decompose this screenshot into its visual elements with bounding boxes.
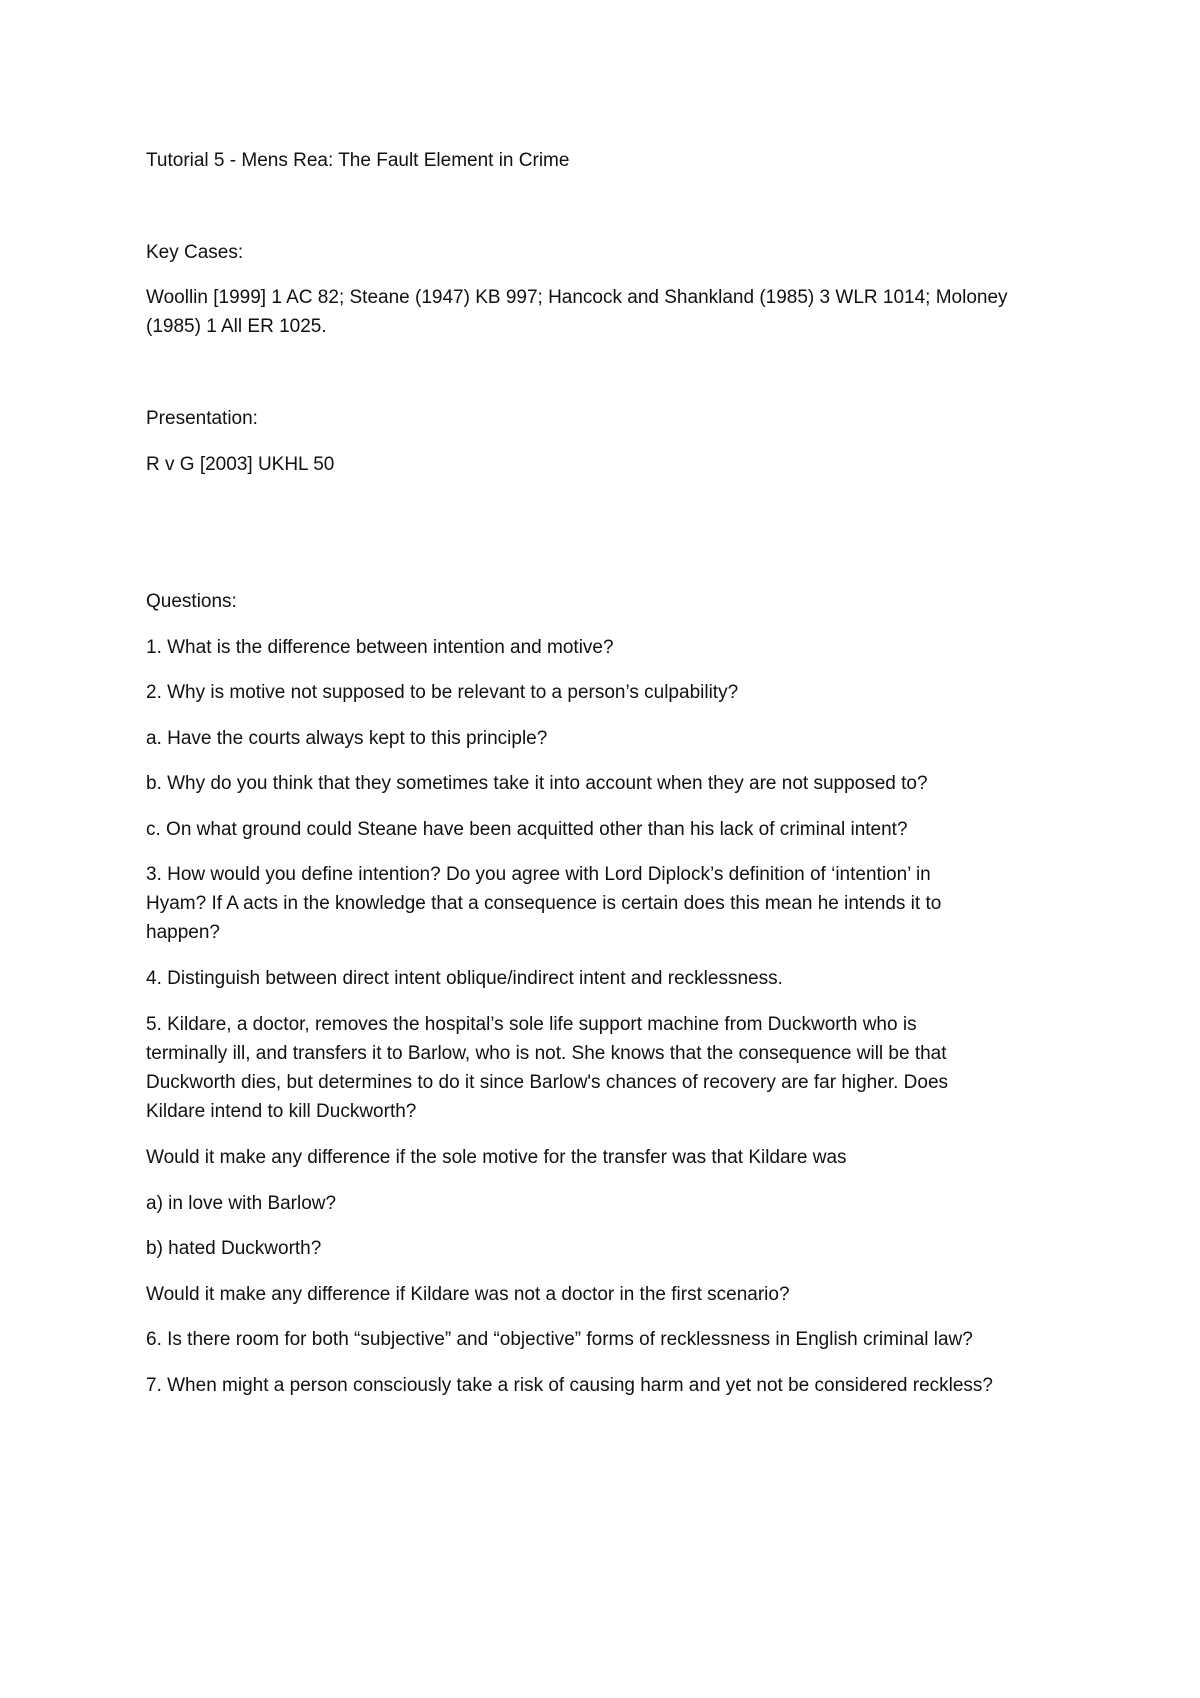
question-item: 2. Why is motive not supposed to be relevant to a person’s culpability? bbox=[146, 682, 739, 703]
question-subitem: a) in love with Barlow? bbox=[146, 1193, 337, 1214]
document-title: Tutorial 5 - Mens Rea: The Fault Element in Crime bbox=[146, 150, 570, 171]
question-item: 1. What is the difference between intention and motive? bbox=[146, 637, 614, 658]
question-item: 4. Distinguish between direct intent oblique/indirect intent and recklessness. bbox=[146, 968, 783, 989]
question-item: 6. Is there room for both “subjective” and “objective” forms of recklessness in English criminal law? bbox=[146, 1329, 973, 1350]
question-followup: Would it make any difference if the sole motive for the transfer was that Kildare was bbox=[146, 1147, 847, 1168]
presentation-heading: Presentation: bbox=[146, 408, 258, 429]
question-item: 3. How would you define intention? Do you agree with Lord Diplock’s definition of ‘intention’ in bbox=[146, 864, 931, 885]
question-item-line: Duckworth dies, but determines to do it since Barlow's chances of recovery are far higher. Does bbox=[146, 1072, 949, 1093]
question-item: 7. When might a person consciously take a risk of causing harm and yet not be considered reckless? bbox=[146, 1375, 993, 1396]
question-item-line: happen? bbox=[146, 922, 220, 943]
question-item-line: Hyam? If A acts in the knowledge that a consequence is certain does this mean he intends it to bbox=[146, 893, 942, 914]
question-item-line: Kildare intend to kill Duckworth? bbox=[146, 1101, 417, 1122]
presentation-case: R v G [2003] UKHL 50 bbox=[146, 454, 335, 475]
question-subitem: b. Why do you think that they sometimes take it into account when they are not supposed to? bbox=[146, 773, 928, 794]
question-item-line: terminally ill, and transfers it to Barlow, who is not. She knows that the consequence will be that bbox=[146, 1043, 947, 1064]
key-cases-line: Woollin [1999] 1 AC 82; Steane (1947) KB 997; Hancock and Shankland (1985) 3 WLR 1014; Moloney bbox=[146, 287, 1008, 308]
question-subitem: b) hated Duckworth? bbox=[146, 1238, 322, 1259]
question-followup: Would it make any difference if Kildare was not a doctor in the first scenario? bbox=[146, 1284, 790, 1305]
question-subitem: a. Have the courts always kept to this principle? bbox=[146, 728, 548, 749]
question-item: 5. Kildare, a doctor, removes the hospital’s sole life support machine from Duckworth who is bbox=[146, 1014, 917, 1035]
key-cases-line: (1985) 1 All ER 1025. bbox=[146, 316, 327, 337]
key-cases-heading: Key Cases: bbox=[146, 242, 244, 263]
question-subitem: c. On what ground could Steane have been acquitted other than his lack of criminal intent? bbox=[146, 819, 908, 840]
questions-heading: Questions: bbox=[146, 591, 237, 612]
